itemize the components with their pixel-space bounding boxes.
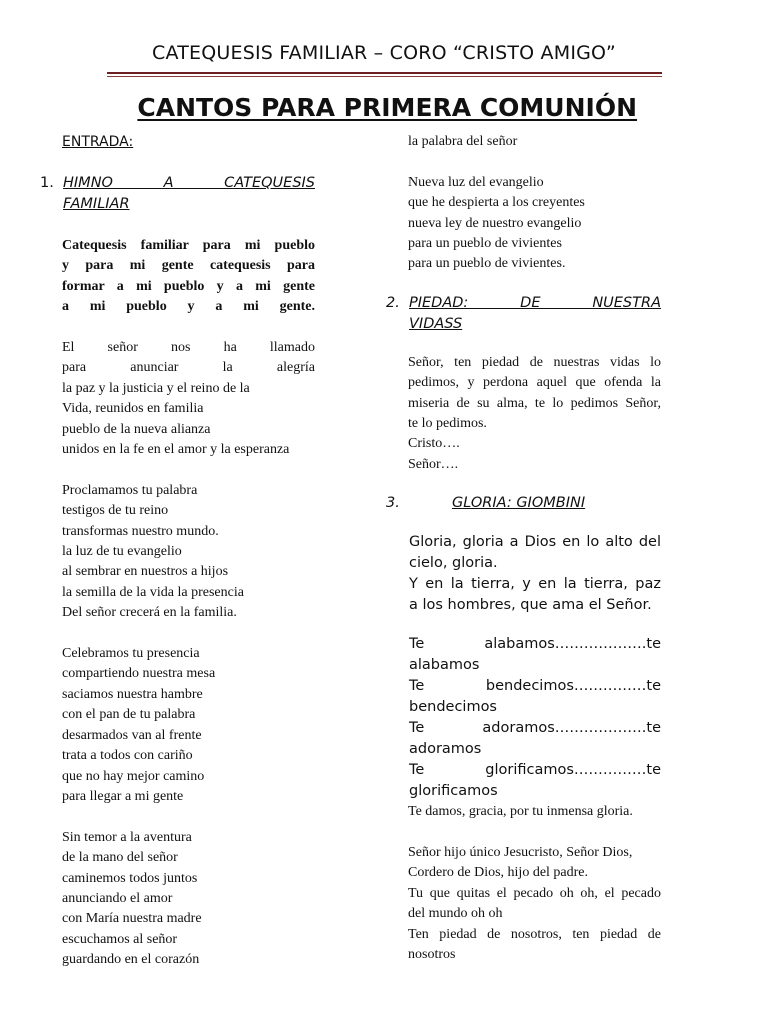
piedad-title-line2: VIDASS: [409, 315, 463, 332]
gloria-line: Te damos, gracia, por tu inmensa gloria.: [408, 804, 633, 820]
gloria-line: cielo, gloria.: [409, 555, 498, 572]
verse-line: para un pueblo de vivientes: [408, 236, 562, 252]
verse-line: con el pan de tu palabra: [62, 707, 196, 723]
himno-title-line1: HIMNO A CATEQUESIS: [63, 175, 315, 191]
verse-line: para llegar a mi gente: [62, 788, 184, 804]
verse-line: pueblo de la nueva alianza: [62, 421, 211, 437]
header-rule: [107, 72, 662, 74]
verse-line: Nueva luz del evangelio: [408, 174, 544, 190]
piedad-line: Señor, ten piedad de nuestras vidas lo: [408, 354, 661, 370]
piedad-line: pedimos, y perdona aquel que ofenda la: [408, 375, 661, 391]
gloria-heading: [386, 493, 661, 514]
chorus-line: a mi pueblo y a mi gente.: [62, 299, 315, 315]
himno-verse-3: [40, 644, 315, 807]
verse-line: trata a todos con cariño: [62, 748, 193, 764]
himno-chorus: [40, 236, 315, 318]
page-title: CANTOS PARA PRIMERA COMUNIÓN: [137, 93, 637, 122]
praise-cont: glorificamos: [409, 783, 498, 800]
himno-verse-4: [40, 828, 315, 971]
piedad-line: Señor….: [408, 456, 459, 472]
gloria-line: Y en la tierra, y en la tierra, paz: [409, 576, 661, 593]
gloria-final: [386, 843, 661, 965]
gloria-line: del mundo oh oh: [408, 906, 503, 922]
gloria-intro: [386, 532, 661, 616]
document-header: CATEQUESIS FAMILIAR – CORO “CRISTO AMIGO”: [152, 42, 616, 64]
gloria-praises: [386, 634, 661, 802]
gloria-line: a los hombres, que ama el Señor.: [409, 597, 652, 614]
verse-line: nueva ley de nuestro evangelio: [408, 215, 582, 231]
verse-line: de la mano del señor: [62, 850, 178, 866]
verse-line: para anunciar la alegría: [62, 360, 315, 376]
verse-line: que no hay mejor camino: [62, 768, 205, 784]
himno-heading: [40, 173, 315, 215]
piedad-line: te lo pedimos.: [408, 416, 487, 432]
himno-title-line2: FAMILIAR: [63, 196, 130, 212]
verse-line: El señor nos ha llamado: [62, 340, 315, 356]
himno-number: 1.: [40, 175, 54, 191]
gloria-line: Gloria, gloria a Dios en lo alto del: [409, 534, 661, 551]
verse-line: saciamos nuestra hambre: [62, 686, 203, 702]
himno-verse-1: [40, 338, 315, 460]
himno-verse-2: [40, 481, 315, 624]
verse-line: transformas nuestro mundo.: [62, 523, 219, 539]
verse-line: para un pueblo de vivientes.: [408, 256, 566, 272]
praise-line: Te glorificamos……………te: [409, 762, 661, 779]
verse-line: guardando en el corazón: [62, 952, 200, 968]
left-column: [40, 132, 315, 971]
gloria-line: Señor hijo único Jesucristo, Señor Dios,: [408, 845, 633, 861]
verse-line: la semilla de la vida la presencia: [62, 584, 244, 600]
piedad-title-line1: PIEDAD: DE NUESTRA: [409, 294, 661, 311]
verse-line: Vida, reunidos en familia: [62, 401, 204, 417]
verse-line: al sembrar en nuestros a hijos: [62, 564, 229, 580]
himno-verse-5: [386, 173, 661, 275]
verse-line: Del señor crecerá en la familia.: [62, 605, 237, 621]
gloria-line: Cordero de Dios, hijo del padre.: [408, 865, 589, 881]
verse-line: compartiendo nuestra mesa: [62, 666, 216, 682]
chorus-line: Catequesis familiar para mi pueblo: [62, 238, 315, 253]
verse-line: que he despierta a los creyentes: [408, 195, 585, 211]
verse-line: anunciando el amor: [62, 890, 173, 906]
verse-line: la luz de tu evangelio: [62, 544, 182, 560]
himno-continuation: [386, 132, 661, 152]
piedad-line: Cristo….: [408, 436, 460, 452]
verse-line: desarmados van al frente: [62, 727, 202, 743]
header-rule-thin: [107, 76, 662, 77]
verse-line: unidos en la fe en el amor y la esperanza: [62, 442, 290, 458]
chorus-line: formar a mi pueblo y a mi gente: [62, 278, 315, 294]
praise-cont: alabamos: [409, 657, 480, 674]
entrada-label: ENTRADA:: [62, 134, 134, 150]
gloria-gracias: [386, 802, 661, 822]
verse-line: Celebramos tu presencia: [62, 646, 200, 662]
verse-line: Sin temor a la aventura: [62, 829, 192, 845]
gloria-line: Ten piedad de nosotros, ten piedad de: [408, 926, 661, 942]
right-column: [386, 132, 661, 966]
gloria-title: GLORIA: GIOMBINI: [452, 495, 586, 512]
chorus-line: y para mi gente catequesis para: [62, 258, 315, 274]
gloria-line: Tu que quitas el pecado oh oh, el pecado: [408, 885, 661, 901]
verse-line: Proclamamos tu palabra: [62, 482, 198, 498]
praise-line: Te alabamos……………….te: [409, 636, 661, 653]
piedad-number: 2.: [386, 294, 400, 311]
verse-line: caminemos todos juntos: [62, 870, 198, 886]
verse-line: escuchamos al señor: [62, 931, 178, 947]
praise-cont: bendecimos: [409, 699, 497, 716]
praise-line: Te adoramos……………….te: [409, 720, 661, 737]
piedad-heading: [386, 293, 661, 335]
praise-line: Te bendecimos……………te: [409, 678, 661, 695]
gloria-number: 3.: [386, 495, 400, 512]
piedad-text: [386, 353, 661, 475]
piedad-line: miseria de su alma, te lo pedimos Señor,: [408, 395, 661, 411]
verse-line: testigos de tu reino: [62, 503, 169, 519]
praise-cont: adoramos: [409, 741, 482, 758]
gloria-line: nosotros: [408, 947, 456, 963]
verse-line: con María nuestra madre: [62, 911, 202, 927]
verse-line: la palabra del señor: [408, 134, 518, 149]
verse-line: la paz y la justicia y el reino de la: [62, 380, 250, 396]
